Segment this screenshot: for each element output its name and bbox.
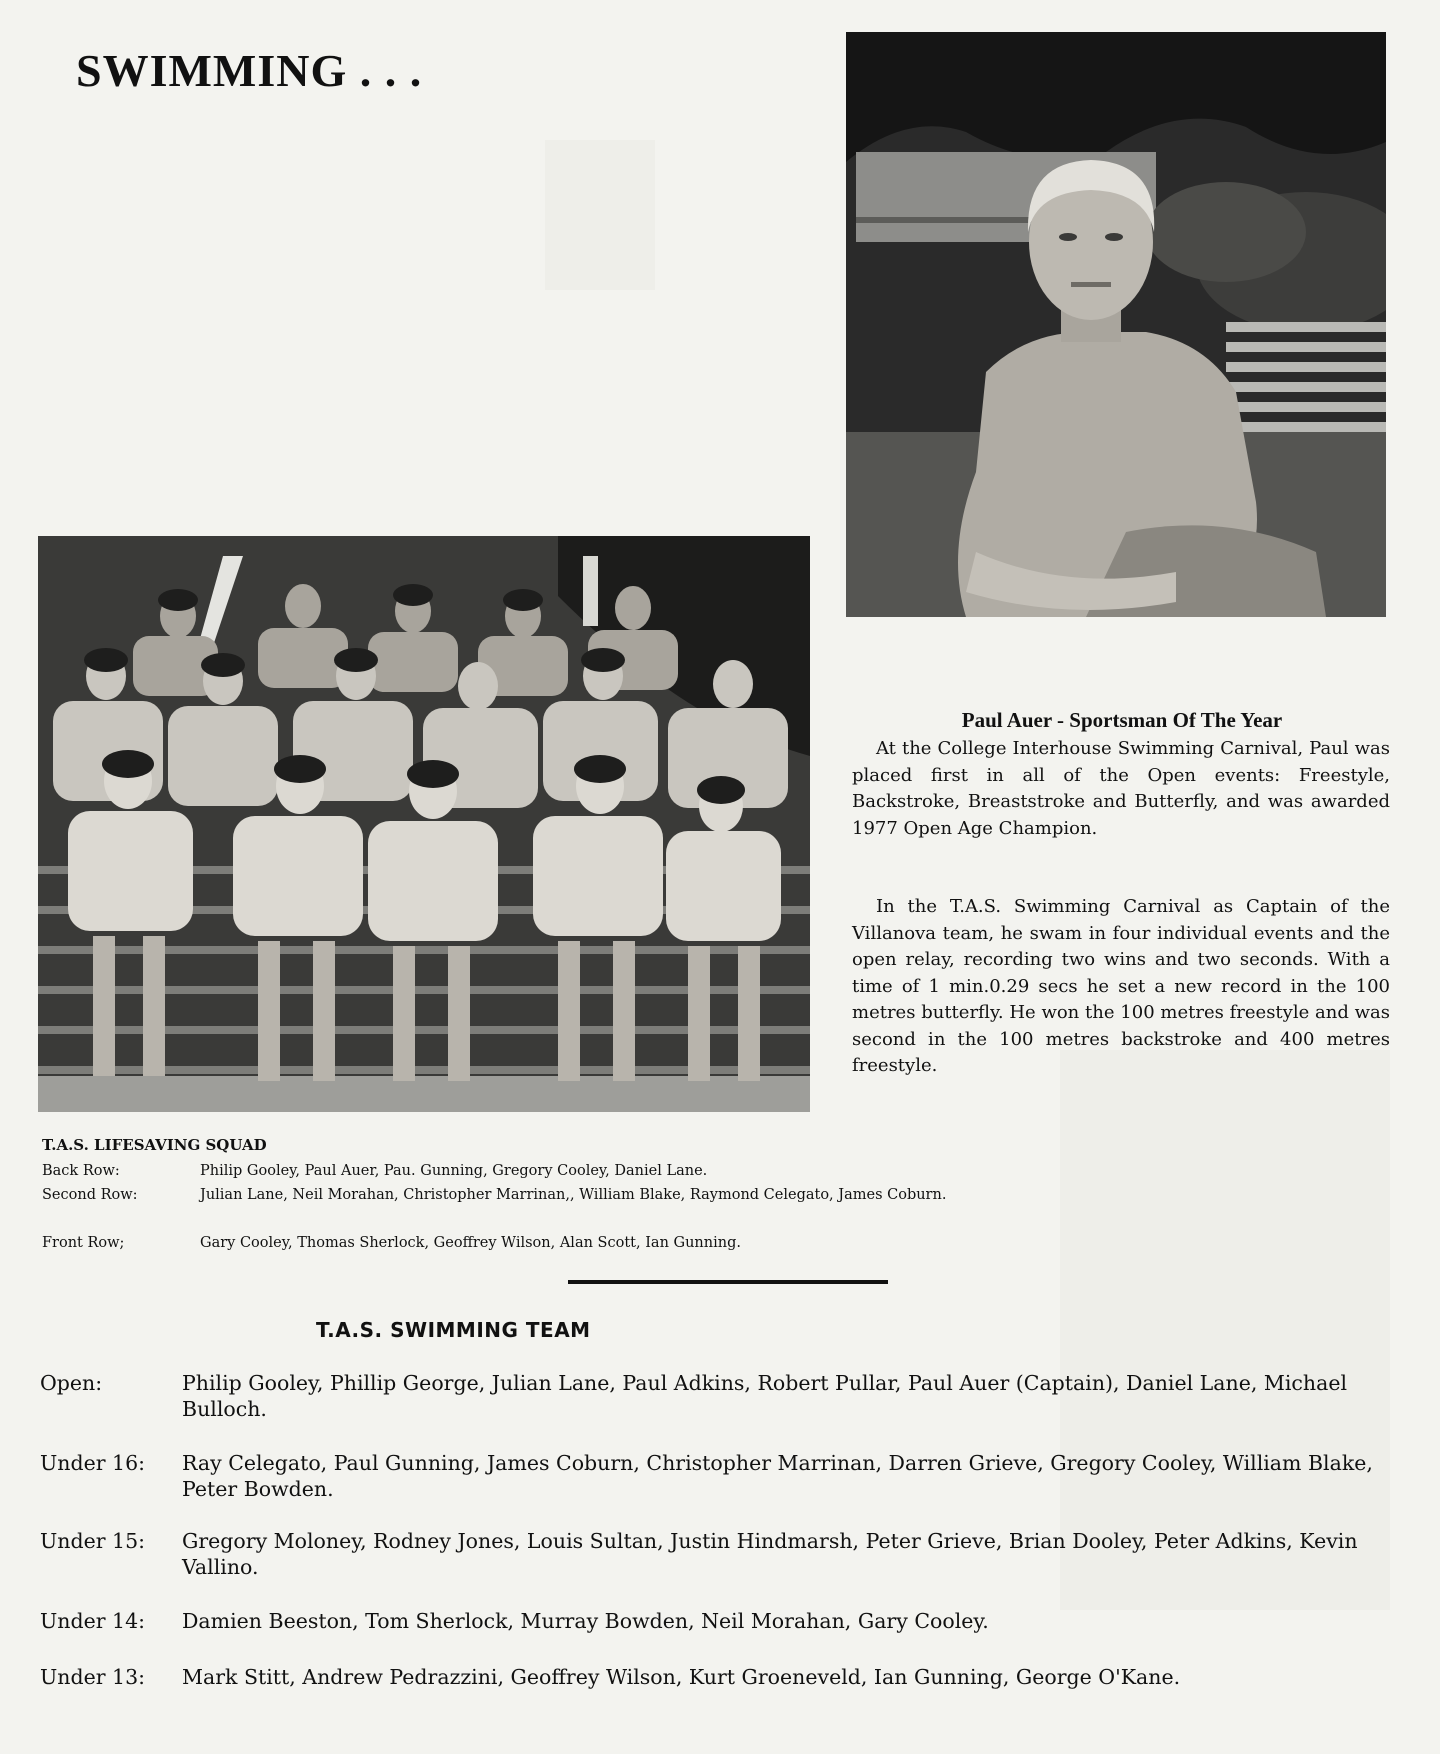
- squad-row-front: [42, 1232, 1062, 1254]
- team-row-label: Open:: [40, 1371, 103, 1395]
- team-row-label: Under 16:: [40, 1451, 146, 1475]
- team-row-label: Under 14:: [40, 1609, 146, 1633]
- squad-row-label: Back Row:: [42, 1163, 120, 1179]
- portrait-paragraph: At the College Interhouse Swimming Carnival, Paul was placed first in all of the Open events: Freestyle, Backstroke, Breaststroke and Butterfly, and was awarded 1977 Open Age Champion.: [852, 738, 1390, 839]
- squad-row-label: Second Row:: [42, 1187, 138, 1203]
- team-row-names: Mark Stitt, Andrew Pedrazzini, Geoffrey Wilson, Kurt Groeneveld, Ian Gunning, George O'Kane.: [182, 1665, 1181, 1689]
- portrait-caption-title: Paul Auer - Sportsman Of The Year: [961, 708, 1283, 732]
- portrait-paragraph: In the T.A.S. Swimming Carnival as Captain of the Villanova team, he swam in four individual events and the open relay, recording two wins and two seconds. With a time of 1 min.0.29 secs he set a new record in the 100 metres butterfly. He won the 100 metres freestyle and was second in the 100 metres backstroke and 400 metres freestyle.: [852, 896, 1390, 1076]
- squad-row-names: Gary Cooley, Thomas Sherlock, Geoffrey Wilson, Alan Scott, Ian Gunning.: [200, 1235, 741, 1251]
- squad-row-label: Front Row;: [42, 1235, 125, 1251]
- show-through-shadow: [1060, 1050, 1390, 1610]
- squad-row-second: [42, 1184, 1062, 1206]
- portrait-photo: [846, 32, 1386, 617]
- swimming-team-heading: T.A.S. SWIMMING TEAM: [316, 1318, 591, 1342]
- squad-row-names: Philip Gooley, Paul Auer, Pau. Gunning, Gregory Cooley, Daniel Lane.: [200, 1163, 708, 1179]
- team-row-label: Under 15:: [40, 1529, 146, 1553]
- team-row-under-13: [40, 1664, 1400, 1690]
- team-row-under-16: [40, 1450, 1400, 1502]
- team-row-open: [40, 1370, 1400, 1422]
- page-title: SWIMMING . . .: [76, 45, 423, 96]
- team-row-names: Gregory Moloney, Rodney Jones, Louis Sultan, Justin Hindmarsh, Peter Grieve, Brian Dooley, Peter Adkins, Kevin Vallino.: [182, 1529, 1358, 1579]
- team-row-names: Ray Celegato, Paul Gunning, James Coburn, Christopher Marrinan, Darren Grieve, Gregory Cooley, William Blake, Peter Bowden.: [182, 1451, 1373, 1501]
- section-divider: [568, 1280, 888, 1284]
- squad-row-names: Julian Lane, Neil Morahan, Christopher Marrinan,, William Blake, Raymond Celegato, James Coburn.: [200, 1187, 947, 1203]
- team-row-names: Philip Gooley, Phillip George, Julian Lane, Paul Adkins, Robert Pullar, Paul Auer (Captain), Daniel Lane, Michael Bulloch.: [182, 1371, 1348, 1421]
- lifesaving-squad-heading: T.A.S. LIFESAVING SQUAD: [42, 1136, 267, 1154]
- team-row-label: Under 13:: [40, 1665, 146, 1689]
- team-row-under-15: [40, 1528, 1400, 1580]
- team-row-names: Damien Beeston, Tom Sherlock, Murray Bowden, Neil Morahan, Gary Cooley.: [182, 1609, 989, 1633]
- show-through-shadow: [545, 140, 655, 290]
- squad-row-back: [42, 1160, 1062, 1182]
- squad-group-photo: [38, 536, 810, 1112]
- team-row-under-14: [40, 1608, 1400, 1634]
